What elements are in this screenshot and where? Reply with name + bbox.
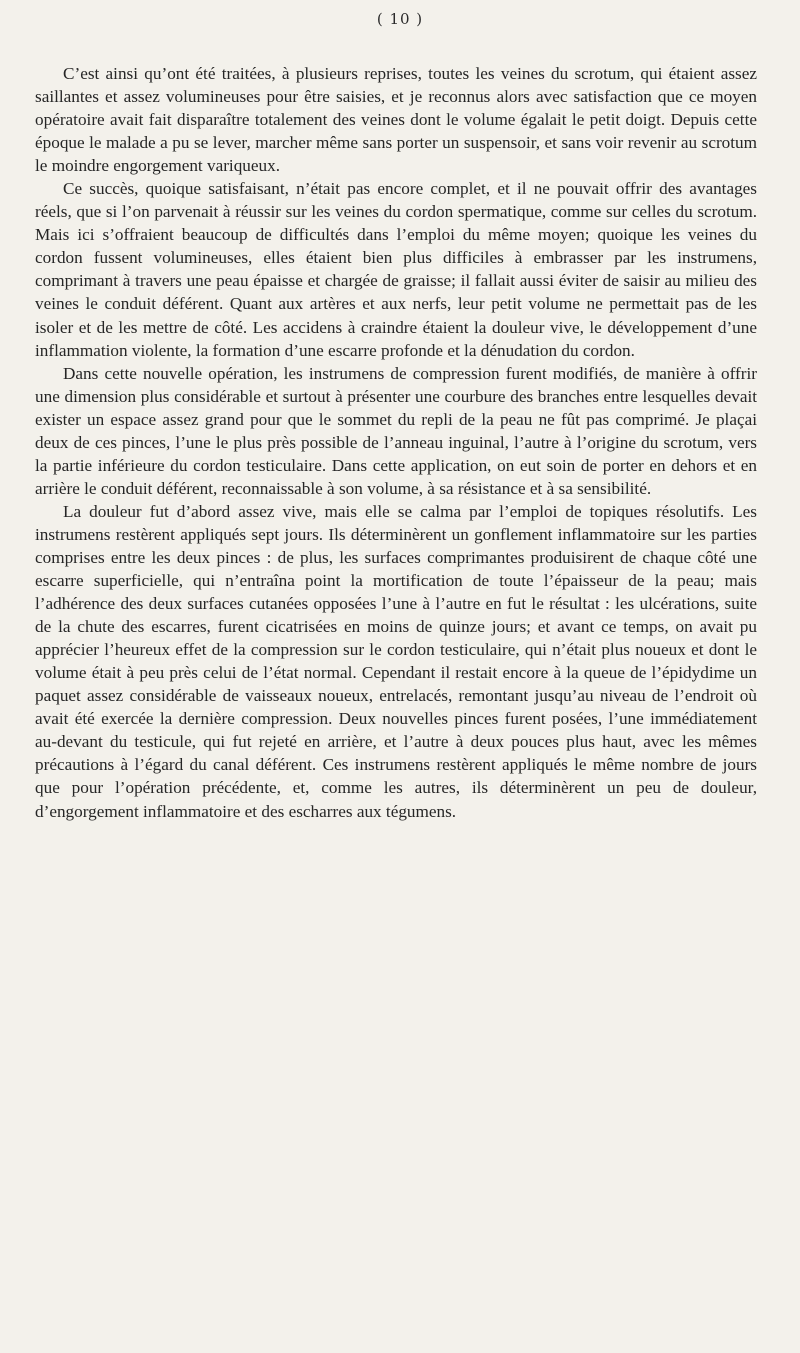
paragraph-3: Dans cette nouvelle opération, les instrumens de compression furent modifiés, de manière à offrir une dimension plus considérable et surtout à présenter une courbure des branches entre lesquelles devait exister un espace assez grand pour que le sommet du repli de la peau ne fût pas comprimé. Je plaçai deux de ces pinces, l’une le plus près possible de l’anneau inguinal, l’autre à l’origine du scrotum, vers la partie inférieure du cordon testiculaire. Dans cette application, on eut soin de porter en dehors et en arrière le conduit déférent, reconnaissable à son volume, à sa résistance et à sa sensibilité. <box>35 363 757 498</box>
paragraph-1: C’est ainsi qu’ont été traitées, à plusieurs reprises, toutes les veines du scrotum, qui étaient assez saillantes et assez volumineuses pour être saisies, et je reconnus alors avec satisfaction que ce moyen opératoire avait fait disparaître totalement des veines dont le volume égalait le petit doigt. Depuis cette époque le malade a pu se lever, marcher même sans porter un suspensoir, et sans voir revenir au scrotum le moindre engorgement variqueux. <box>35 64 757 176</box>
page-number: ( 10 ) <box>376 10 424 28</box>
paragraph-4: La douleur fut d’abord assez vive, mais elle se calma par l’emploi de topiques résolutifs. Les instrumens restèrent appliqués sept jours. Ils déterminèrent un gonflement inflammatoire sur les parties comprises entre les deux pinces : de plus, les surfaces comprimantes produisirent de chaque côté une escarre superficielle, qui n’entraîna point la mortification de toute l’épaisseur de la peau; mais l’adhérence des deux surfaces cutanées opposées l’une à l’autre en fut le résultat : les ulcérations, suite de la chute des escarres, furent cicatrisées en moins de quinze jours; et avant ce temps, on avait pu apprécier l’heureux effet de la compression sur le cordon testiculaire, qui n’était plus noueux et dont le volume était à peu près celui de l’état normal. Cependant il restait encore à la queue de l’épidydime un paquet assez considérable de vaisseaux noueux, entrelacés, remontant jusqu’au niveau de l’endroit où avait été exercée la dernière compression. Deux nouvelles pinces furent posées, l’une immédiatement au-devant du testicule, qui fut rejeté en arrière, et l’autre à deux pouces plus haut, avec les mêmes précautions à l’égard du canal déférent. Ces instrumens restèrent appliqués le même nombre de jours que pour l’opération précédente, et, comme les autres, ils déterminèrent un peu de douleur, d’engorgement inflammatoire et des escharres aux tégumens. <box>35 501 757 821</box>
paragraph-2: Ce succès, quoique satisfaisant, n’était pas encore complet, et il ne pouvait offrir des avantages réels, que si l’on parvenait à réussir sur les veines du cordon spermatique, comme sur celles du scrotum. Mais ici s’offraient beaucoup de difficultés dans l’emploi du même moyen; quoique les veines du cordon fussent volumineuses, elles étaient bien plus difficiles à embrasser par les instrumens, comprimant à travers une peau épaisse et chargée de graisse; il fallait aussi éviter de saisir au milieu des veines le conduit déférent. Quant aux artères et aux nerfs, leur petit volume ne permettait pas de les isoler et de les mettre de côté. Les accidens à craindre étaient la douleur vive, le développement d’une inflammation violente, la formation d’une escarre profonde et la dénudation du cordon. <box>35 179 757 360</box>
body-text <box>35 62 757 823</box>
